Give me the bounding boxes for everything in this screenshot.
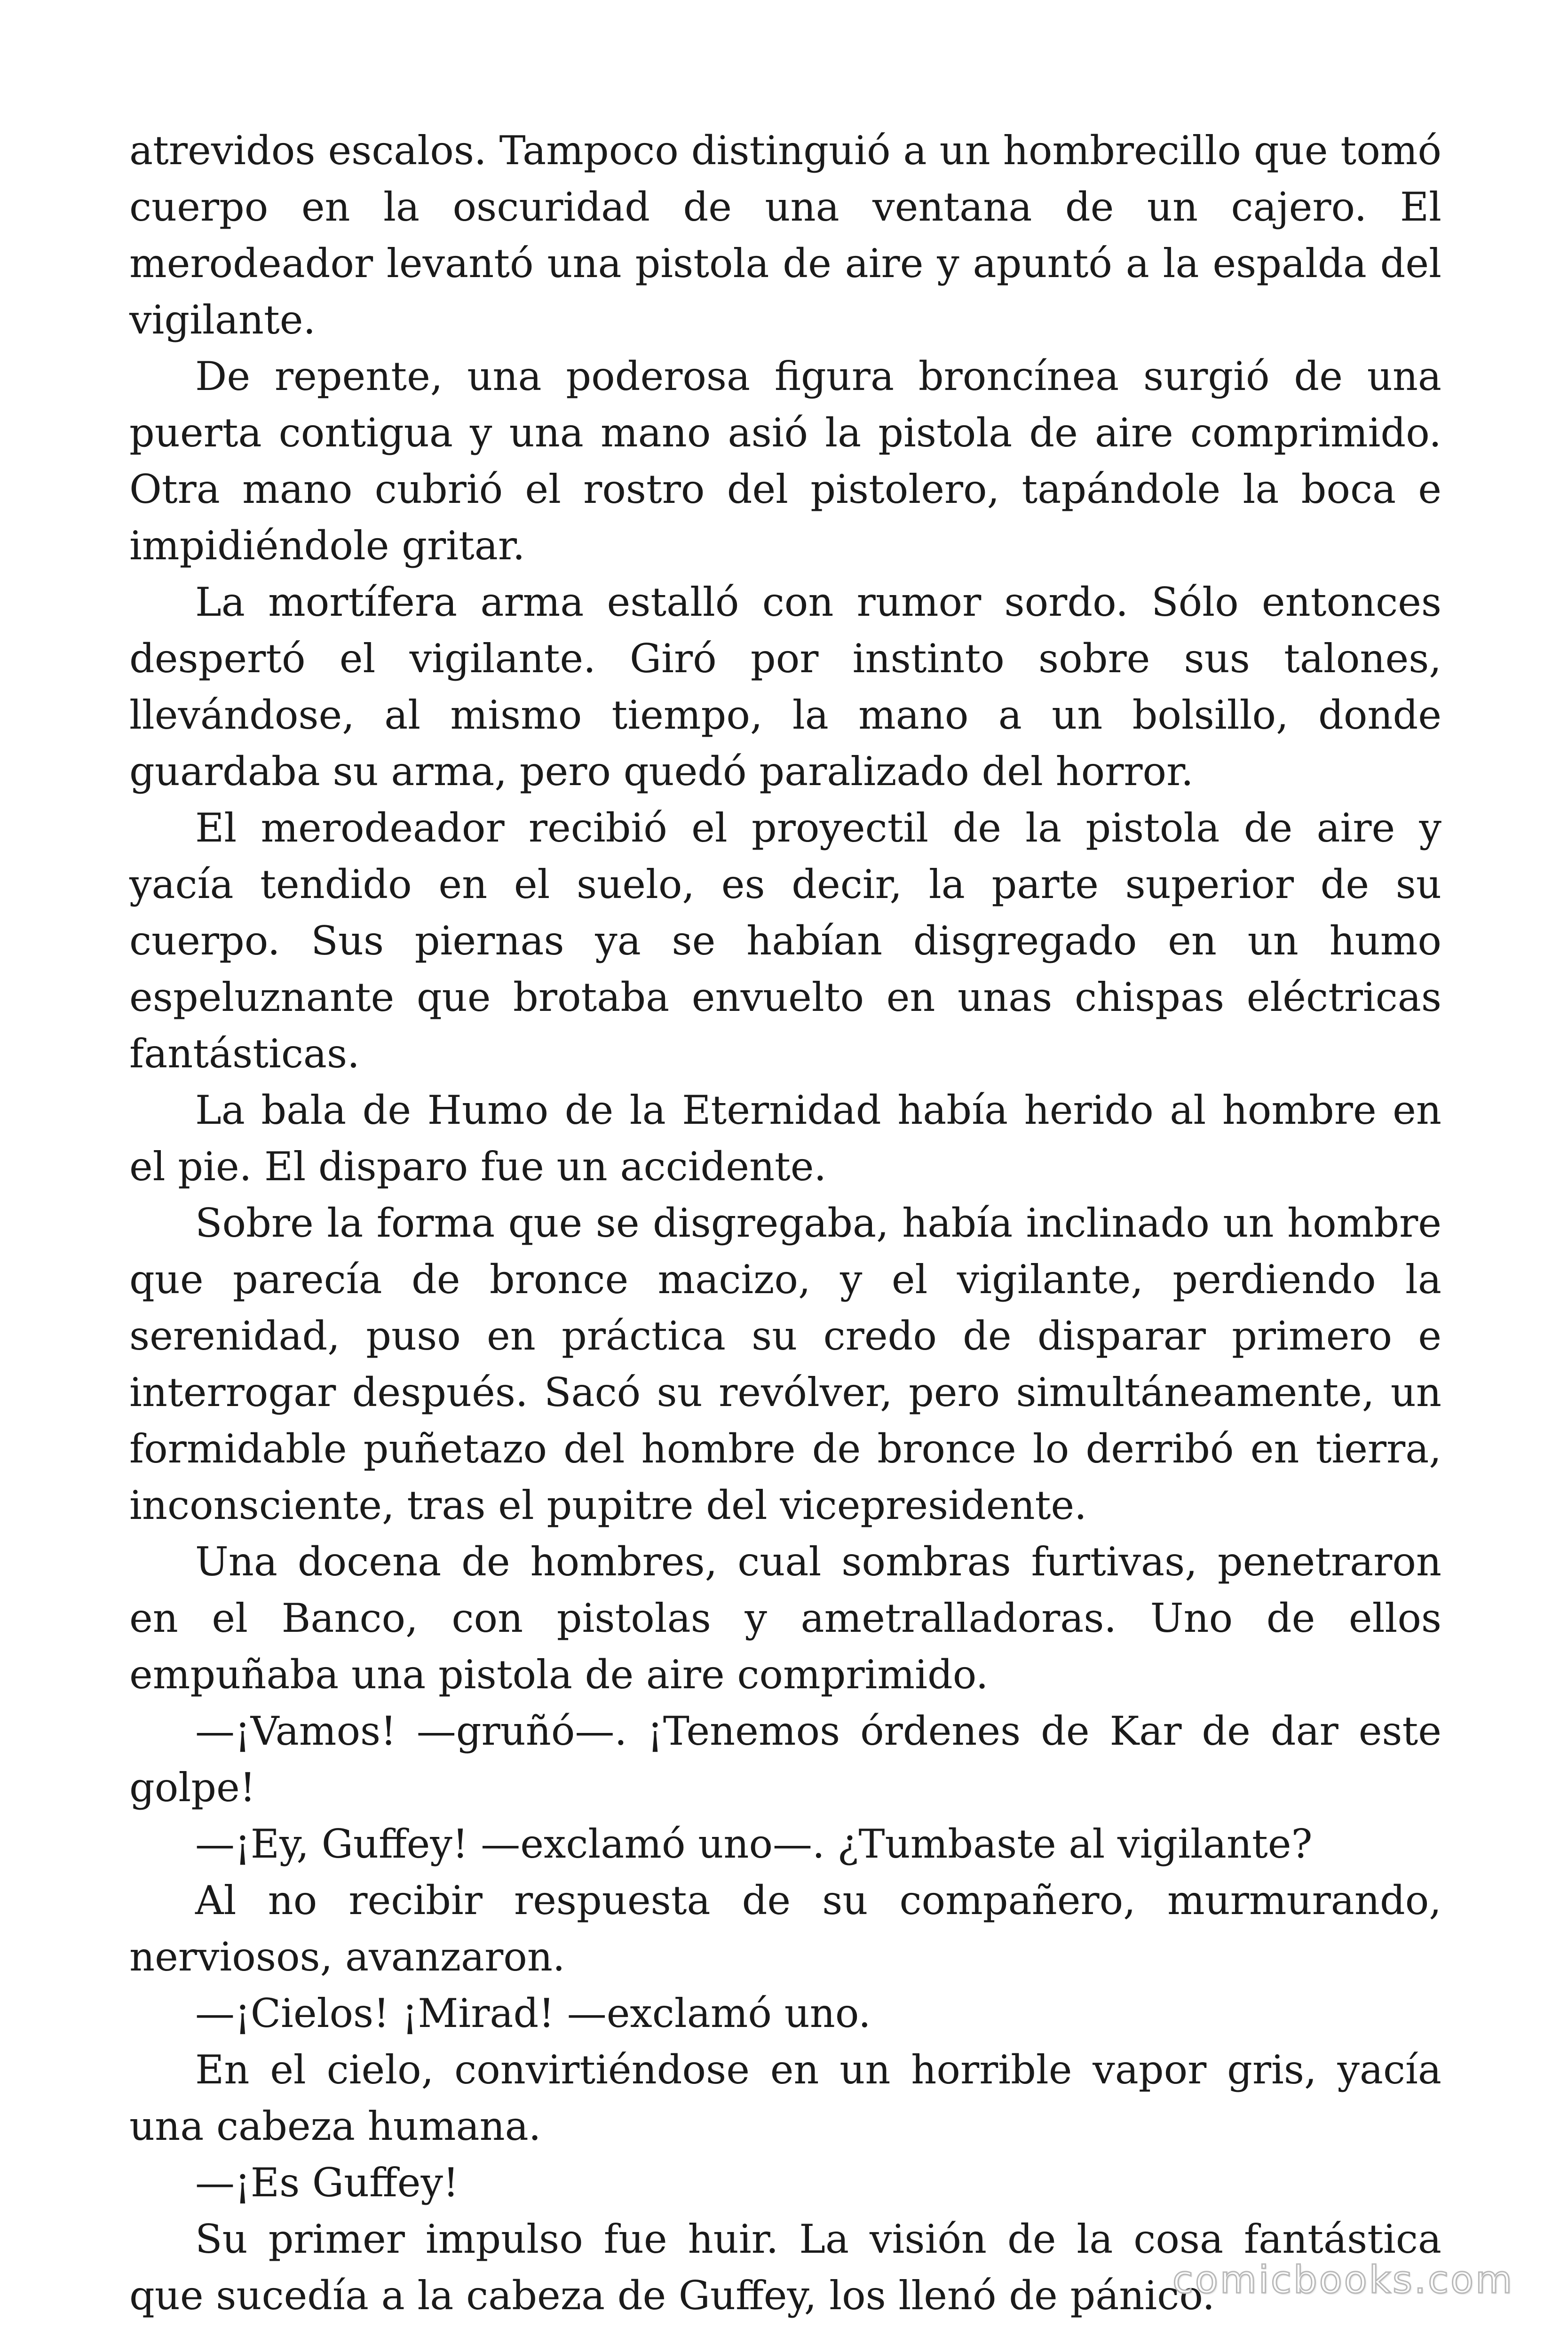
paragraph-11: —¡Cielos! ¡Mirad! —exclamó uno. xyxy=(195,1990,871,2036)
paragraph-1: atrevidos escalos. Tampoco distinguió a un hombrecillo que tomó cuerpo en la oscuridad de una ventana de un cajero. El merodeador levantó una pistola de aire y apuntó a la espalda del vigilante. xyxy=(129,127,1441,343)
paragraph-9: —¡Ey, Guffey! —exclamó uno—. ¿Tumbaste al vigilante? xyxy=(195,1821,1313,1867)
paragraph-7: Una docena de hombres, cual sombras furtivas, penetraron en el Banco, con pistolas y ametralladoras. Uno de ellos empuñaba una pistola de aire comprimido. xyxy=(129,1539,1441,1698)
paragraph-3: La mortífera arma estalló con rumor sordo. Sólo entonces despertó el vigilante. Giró por instinto sobre sus talones, llevándose, al mismo tiempo, la mano a un bolsillo, donde guardaba su arma, pero quedó paralizado del horror. xyxy=(129,579,1441,795)
paragraph-13: —¡Es Guffey! xyxy=(195,2160,459,2206)
body-text xyxy=(129,122,1441,2324)
paragraph-5: La bala de Humo de la Eternidad había herido al hombre en el pie. El disparo fue un accidente. xyxy=(129,1087,1441,1190)
paragraph-14: Su primer impulso fue huir. La visión de la cosa fantástica que sucedía a la cabeza de Guffey, los llenó de pánico. xyxy=(129,2216,1441,2319)
watermark: comicbooks.com xyxy=(1172,2258,1514,2302)
paragraph-8: —¡Vamos! —gruñó—. ¡Tenemos órdenes de Kar de dar este golpe! xyxy=(129,1708,1441,1811)
paragraph-4: El merodeador recibió el proyectil de la pistola de aire y yacía tendido en el suelo, es decir, la parte superior de su cuerpo. Sus piernas ya se habían disgregado en un humo espeluznante que brotaba envuelto en unas chispas eléctricas fantásticas. xyxy=(129,805,1441,1077)
paragraph-10: Al no recibir respuesta de su compañero, murmurando, nerviosos, avanzaron. xyxy=(129,1877,1441,1980)
paragraph-12: En el cielo, convirtiéndose en un horrible vapor gris, yacía una cabeza humana. xyxy=(129,2047,1441,2149)
paragraph-6: Sobre la forma que se disgregaba, había inclinado un hombre que parecía de bronce macizo, y el vigilante, perdiendo la serenidad, puso en práctica su credo de disparar primero e interrogar después. Sacó su revólver, pero simultáneamente, un formidable puñetazo del hombre de bronce lo derribó en tierra, inconsciente, tras el pupitre del vicepresidente. xyxy=(129,1200,1441,1528)
paragraph-2: De repente, una poderosa figura broncínea surgió de una puerta contigua y una mano asió la pistola de aire comprimido. Otra mano cubrió el rostro del pistolero, tapándole la boca e impidiéndole gritar. xyxy=(129,353,1441,569)
